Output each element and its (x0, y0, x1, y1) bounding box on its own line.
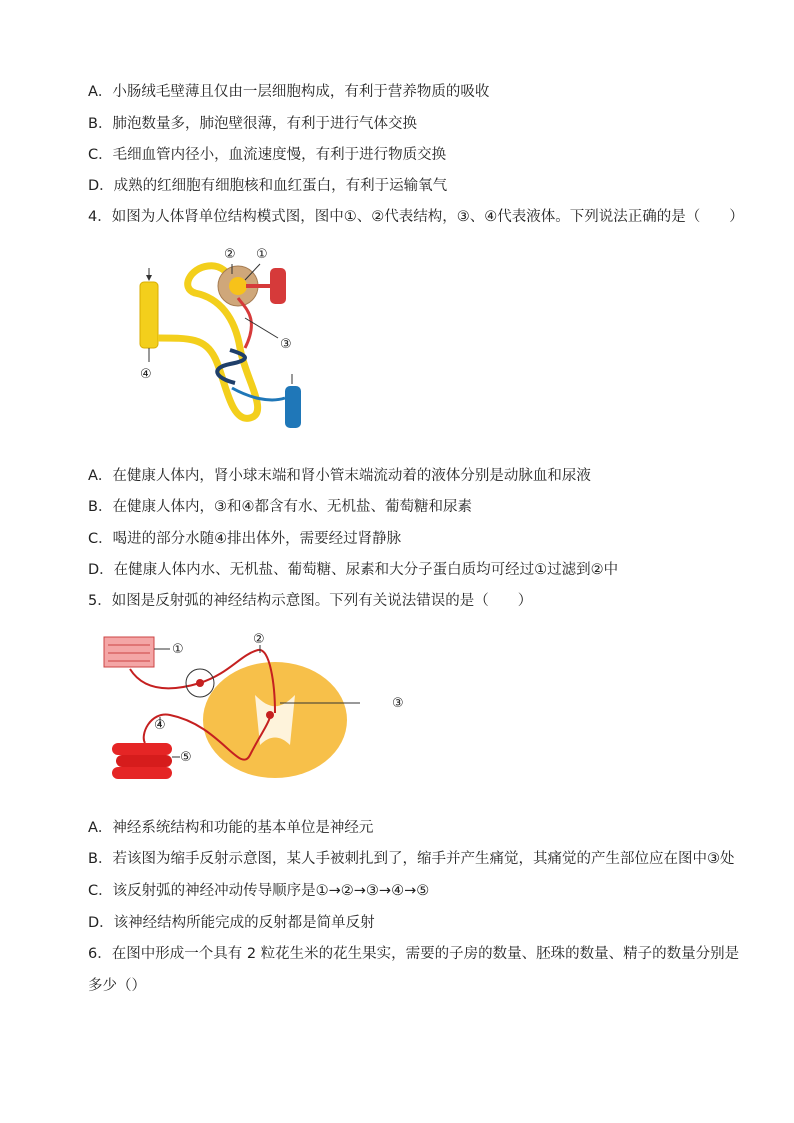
q5-option-c: C．该反射弧的神经冲动传导顺序是①→②→③→④→⑤ (88, 883, 430, 899)
q4-stem: 4．如图为人体肾单位结构模式图，图中①、②代表结构，③、④代表液体。下列说法正确的是（ ） (88, 209, 744, 225)
nephron-label-4: ④ (140, 367, 152, 382)
nephron-label-1: ① (256, 247, 268, 262)
nephron-figure (120, 238, 320, 438)
reflex-label-4: ④ (154, 718, 166, 733)
q3-option-d: D．成熟的红细胞有细胞核和血红蛋白，有利于运输氧气 (88, 178, 448, 194)
reflex-label-1: ① (172, 642, 184, 657)
reflex-label-5: ⑤ (180, 750, 192, 765)
q5-stem: 5．如图是反射弧的神经结构示意图。下列有关说法错误的是（ ） (88, 593, 533, 609)
q4-option-b: B．在健康人体内，③和④都含有水、无机盐、葡萄糖和尿素 (88, 499, 472, 515)
q4-option-c: C．喝进的部分水随④排出体外，需要经过肾静脉 (88, 531, 402, 547)
q5-option-d: D．该神经结构所能完成的反射都是简单反射 (88, 915, 375, 931)
q3-option-b: B．肺泡数量多，肺泡壁很薄，有利于进行气体交换 (88, 116, 417, 132)
q5-option-a: A．神经系统结构和功能的基本单位是神经元 (88, 820, 374, 836)
reflex-label-3: ③ (392, 696, 404, 711)
nephron-label-2: ② (224, 247, 236, 262)
q6-stem-line-2: 多少（） (88, 978, 146, 994)
reflex-arc-figure (100, 625, 420, 785)
q3-option-a: A．小肠绒毛壁薄且仅由一层细胞构成，有利于营养物质的吸收 (88, 84, 490, 100)
nephron-label-3: ③ (280, 337, 292, 352)
q4-option-a: A．在健康人体内，肾小球末端和肾小管末端流动着的液体分别是动脉血和尿液 (88, 468, 591, 484)
q6-stem-line-1: 6．在图中形成一个具有 2 粒花生米的花生果实，需要的子房的数量、胚珠的数量、精子的数量分别是 (88, 946, 740, 962)
q5-option-b: B．若该图为缩手反射示意图，某人手被刺扎到了，缩手并产生痛觉，其痛觉的产生部位应在图中③处 (88, 851, 735, 867)
reflex-label-2: ② (253, 632, 265, 647)
q3-option-c: C．毛细血管内径小，血流速度慢，有利于进行物质交换 (88, 147, 447, 163)
q4-option-d: D．在健康人体内水、无机盐、葡萄糖、尿素和大分子蛋白质均可经过①过滤到②中 (88, 562, 619, 578)
